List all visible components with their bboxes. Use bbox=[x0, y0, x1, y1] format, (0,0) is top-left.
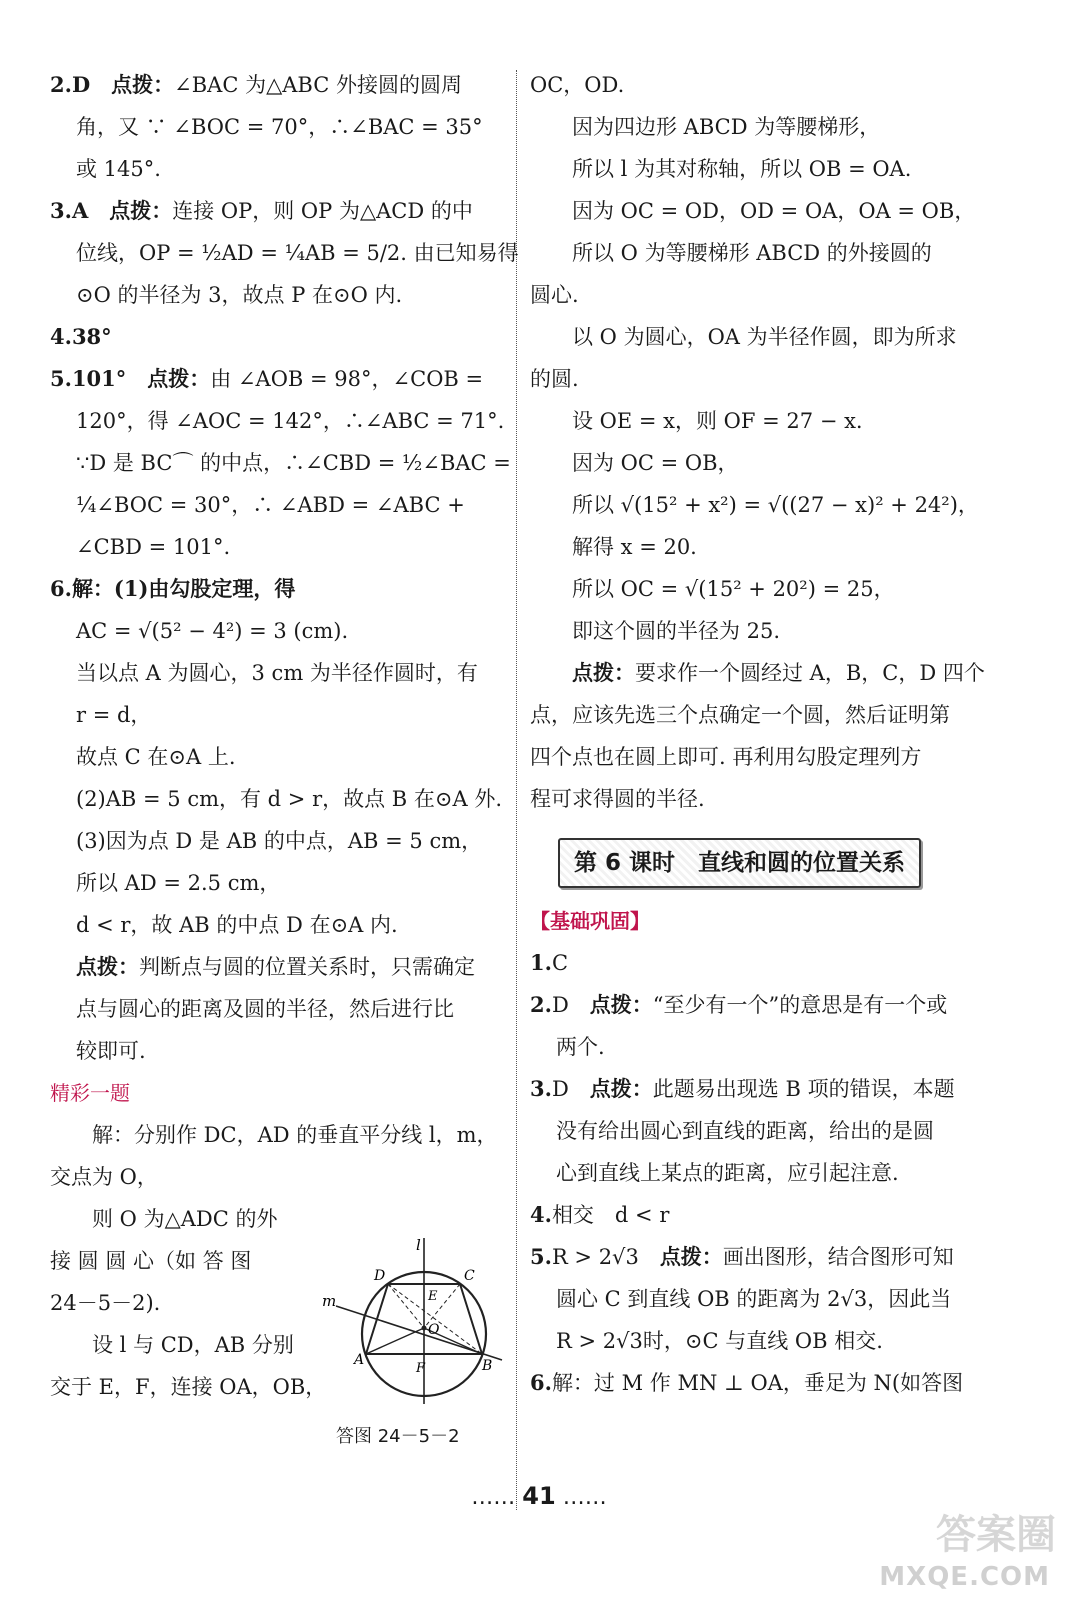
solution-line: 所以 l 为其对称轴，所以 OB = OA. bbox=[572, 157, 912, 181]
solution-line: 交点为 O， bbox=[50, 1165, 158, 1189]
answer-text: D bbox=[551, 1077, 569, 1101]
answer-text: 解：过 M 作 MN ⊥ OA，垂足为 N(如答图 bbox=[551, 1371, 964, 1395]
answer-text: 圆心 C 到直线 OB 的距离为 2√3，因此当 bbox=[556, 1287, 952, 1311]
solution-line: 则 O 为△ADC 的外 bbox=[92, 1207, 278, 1231]
answer-line bbox=[530, 1236, 990, 1278]
answer-text: 没有给出圆心到直线的距离，给出的是圆 bbox=[556, 1119, 934, 1143]
answer-text: AC = √(5² − 4²) = 3 (cm). bbox=[76, 619, 349, 643]
hint-label: 点拨： bbox=[659, 1244, 723, 1269]
hint-text: 要求作一个圆经过 A，B，C，D 四个 bbox=[635, 661, 985, 685]
answer-line bbox=[50, 694, 510, 736]
answer-line bbox=[50, 988, 510, 1030]
answer-text: 所以 AD = 2.5 cm， bbox=[76, 871, 281, 895]
answer-line bbox=[50, 904, 510, 946]
answer-line bbox=[50, 526, 510, 568]
answer-number: 1. bbox=[530, 950, 552, 975]
answer-number: 2. bbox=[50, 72, 72, 97]
answer-text: (3)因为点 D 是 AB 的中点，AB = 5 cm， bbox=[76, 829, 483, 853]
answer-line bbox=[50, 568, 510, 610]
solution-line: 因为四边形 ABCD 为等腰梯形， bbox=[572, 115, 881, 139]
figure-caption: 答图 24－5－2 bbox=[336, 1426, 460, 1447]
solution-line: 即这个圆的半径为 25. bbox=[572, 619, 781, 643]
solution-line: 所以 √(15² + x²) = √((27 − x)² + 24²)， bbox=[572, 493, 979, 517]
answer-line bbox=[50, 610, 510, 652]
solution-line: 圆心. bbox=[530, 283, 579, 307]
hint-label: 点拨： bbox=[111, 72, 175, 97]
geometry-diagram bbox=[316, 1236, 516, 1436]
answer-line bbox=[50, 106, 510, 148]
page-number: 41 bbox=[522, 1482, 556, 1510]
answer-text: 38° bbox=[71, 324, 112, 349]
label-C: C bbox=[464, 1268, 475, 1284]
hint-line: 程可求得圆的半径. bbox=[530, 787, 705, 811]
answer-line bbox=[50, 778, 510, 820]
solution-line: 24－5－2). bbox=[50, 1291, 161, 1315]
left-column bbox=[50, 64, 519, 1408]
hint-label: 点拨： bbox=[109, 198, 173, 223]
answer-text: ∵D 是 BC⌒ 的中点，∴∠CBD = ½∠BAC = bbox=[76, 451, 511, 475]
label-B: B bbox=[482, 1358, 493, 1374]
answer-line bbox=[530, 1362, 990, 1404]
answer-text: 两个. bbox=[556, 1035, 605, 1059]
answer-line bbox=[50, 862, 510, 904]
answer-text: A bbox=[71, 198, 89, 223]
answer-text: 判断点与圆的位置关系时，只需确定 bbox=[139, 955, 475, 979]
answer-line bbox=[50, 232, 519, 274]
solution-line: 的圆. bbox=[530, 367, 579, 391]
hint-line: 四个点也在圆上即可. 再利用勾股定理列方 bbox=[530, 745, 922, 769]
solution-line: 所以 OC = √(15² + 20²) = 25， bbox=[572, 577, 895, 601]
footer-dots-left: …… bbox=[471, 1485, 516, 1510]
hint-label: 点拨： bbox=[76, 954, 139, 979]
watermark-logo: 答案圈 bbox=[936, 1512, 1056, 1558]
right-column bbox=[530, 64, 990, 1404]
label-l: l bbox=[416, 1236, 421, 1254]
answer-line bbox=[50, 358, 510, 400]
answer-number: 2. bbox=[530, 992, 552, 1017]
column-divider bbox=[516, 70, 517, 1510]
solution-line: 所以 O 为等腰梯形 ABCD 的外接圆的 bbox=[572, 241, 932, 265]
section-title: 【基础巩固】 bbox=[530, 909, 650, 933]
answer-number: 5. bbox=[530, 1244, 552, 1269]
answer-line bbox=[530, 1278, 990, 1320]
answer-line bbox=[530, 1152, 990, 1194]
answer-number: 5. bbox=[50, 366, 72, 391]
answer-text: 较即可. bbox=[76, 1039, 146, 1063]
label-m: m bbox=[322, 1292, 337, 1310]
solution-line: 交于 E，F，连接 OA，OB， bbox=[50, 1375, 327, 1399]
answer-text: 角，又 ∵ ∠BOC = 70°，∴∠BAC = 35° bbox=[76, 115, 483, 139]
answer-text: 由 ∠AOB = 98°，∠COB = bbox=[210, 367, 484, 391]
answer-text: 相交 d < r bbox=[551, 1203, 670, 1227]
hint-line: 点，应该先选三个点确定一个圆，然后证明第 bbox=[530, 703, 950, 727]
answer-text: R > 2√3时，⊙C 与直线 OB 相交. bbox=[556, 1329, 883, 1353]
answer-line bbox=[530, 1194, 990, 1236]
solution-line: OC，OD. bbox=[530, 73, 625, 97]
hint-label: 点拨： bbox=[572, 660, 635, 685]
footer-dots-right: …… bbox=[562, 1485, 607, 1510]
answer-line bbox=[50, 1030, 510, 1072]
answer-number: 3. bbox=[530, 1076, 552, 1101]
answer-text: C bbox=[551, 951, 569, 975]
hint-line bbox=[530, 652, 990, 694]
answer-text: 位线，OP = ½AD = ¼AB = 5/2. 由已知易得 bbox=[76, 241, 519, 265]
hint-label: 点拨： bbox=[147, 366, 211, 391]
watermark-url: MXQE.COM bbox=[879, 1562, 1050, 1592]
answer-text: 画出图形，结合图形可知 bbox=[722, 1245, 954, 1269]
answer-line bbox=[530, 1320, 990, 1362]
answer-line bbox=[50, 820, 510, 862]
answer-number: 6. bbox=[50, 576, 72, 601]
answer-line bbox=[530, 1068, 990, 1110]
answer-text: ⊙O 的半径为 3，故点 P 在⊙O 内. bbox=[76, 283, 403, 307]
lesson-header bbox=[530, 820, 990, 900]
answer-line bbox=[530, 1026, 990, 1068]
answer-text: 点与圆心的距离及圆的半径，然后进行比 bbox=[76, 997, 454, 1021]
solution-line: 接 圆 圆 心（如 答 图 bbox=[50, 1249, 252, 1273]
answer-text: d < r，故 AB 的中点 D 在⊙A 内. bbox=[76, 913, 398, 937]
answer-line bbox=[50, 274, 510, 316]
hint-label: 点拨： bbox=[589, 1076, 653, 1101]
answer-line bbox=[50, 316, 510, 358]
answer-text: R > 2√3 bbox=[551, 1245, 639, 1269]
answer-number: 6. bbox=[530, 1370, 552, 1395]
answer-line bbox=[50, 148, 510, 190]
answer-line bbox=[50, 64, 510, 106]
solution-line: 因为 OC = OB， bbox=[572, 451, 739, 475]
answer-line bbox=[530, 984, 990, 1026]
solution-line: 设 l 与 CD，AB 分别 bbox=[92, 1333, 294, 1357]
answer-number: 4. bbox=[50, 324, 72, 349]
answer-text: D bbox=[551, 993, 569, 1017]
label-F: F bbox=[416, 1361, 426, 1376]
answer-text: 故点 C 在⊙A 上. bbox=[76, 745, 236, 769]
hint-label: 点拨： bbox=[589, 992, 653, 1017]
page-footer bbox=[0, 1482, 1078, 1510]
answer-line bbox=[50, 484, 510, 526]
answer-line bbox=[50, 190, 510, 232]
section-title: 精彩一题 bbox=[50, 1081, 130, 1105]
answer-text: 120°，得 ∠AOC = 142°，∴∠ABC = 71°. bbox=[76, 409, 505, 433]
answer-line bbox=[50, 736, 510, 778]
lesson-title: 第 6 课时 直线和圆的位置关系 bbox=[558, 838, 921, 888]
answer-line bbox=[50, 442, 510, 484]
answer-line bbox=[530, 942, 990, 984]
solution-line: 因为 OC = OD，OD = OA，OA = OB， bbox=[572, 199, 976, 223]
answer-number: 3. bbox=[50, 198, 72, 223]
answer-text: D bbox=[71, 72, 91, 97]
answer-text: 此题易出现选 B 项的错误，本题 bbox=[652, 1077, 955, 1101]
answer-text: ∠BAC 为△ABC 外接圆的圆周 bbox=[174, 73, 462, 97]
solution-line: 以 O 为圆心，OA 为半径作圆，即为所求 bbox=[572, 325, 957, 349]
answer-line bbox=[50, 400, 510, 442]
answer-line bbox=[50, 946, 510, 988]
label-E: E bbox=[428, 1289, 438, 1304]
answer-text: “至少有一个”的意思是有一个或 bbox=[652, 993, 948, 1017]
label-A: A bbox=[354, 1352, 365, 1368]
label-D: D bbox=[374, 1268, 386, 1284]
figure-24-5-2 bbox=[316, 1236, 516, 1486]
answer-text: 101° bbox=[71, 366, 127, 391]
answer-text: (2)AB = 5 cm，有 d > r，故点 B 在⊙A 外. bbox=[76, 787, 502, 811]
answer-text: 解：(1)由勾股定理，得 bbox=[71, 576, 296, 601]
answer-line bbox=[50, 652, 510, 694]
answer-text: 心到直线上某点的距离，应引起注意. bbox=[556, 1161, 899, 1185]
answer-text: r = d， bbox=[76, 703, 152, 727]
solution-line: 设 OE = x，则 OF = 27 − x. bbox=[572, 409, 863, 433]
answer-number: 4. bbox=[530, 1202, 552, 1227]
answer-text: ∠CBD = 101°. bbox=[76, 535, 231, 559]
answer-line bbox=[530, 1110, 990, 1152]
answer-text: 当以点 A 为圆心，3 cm 为半径作圆时，有 bbox=[76, 661, 478, 685]
solution-line: 解得 x = 20. bbox=[572, 535, 697, 559]
solution-line: 解：分别作 DC，AD 的垂直平分线 l，m， bbox=[92, 1123, 498, 1147]
answer-text: 连接 OP，则 OP 为△ACD 的中 bbox=[172, 199, 473, 223]
answer-text: ¼∠BOC = 30°，∴ ∠ABD = ∠ABC + bbox=[76, 493, 465, 517]
label-O: O bbox=[428, 1322, 440, 1338]
answer-text: 或 145°. bbox=[76, 157, 161, 181]
